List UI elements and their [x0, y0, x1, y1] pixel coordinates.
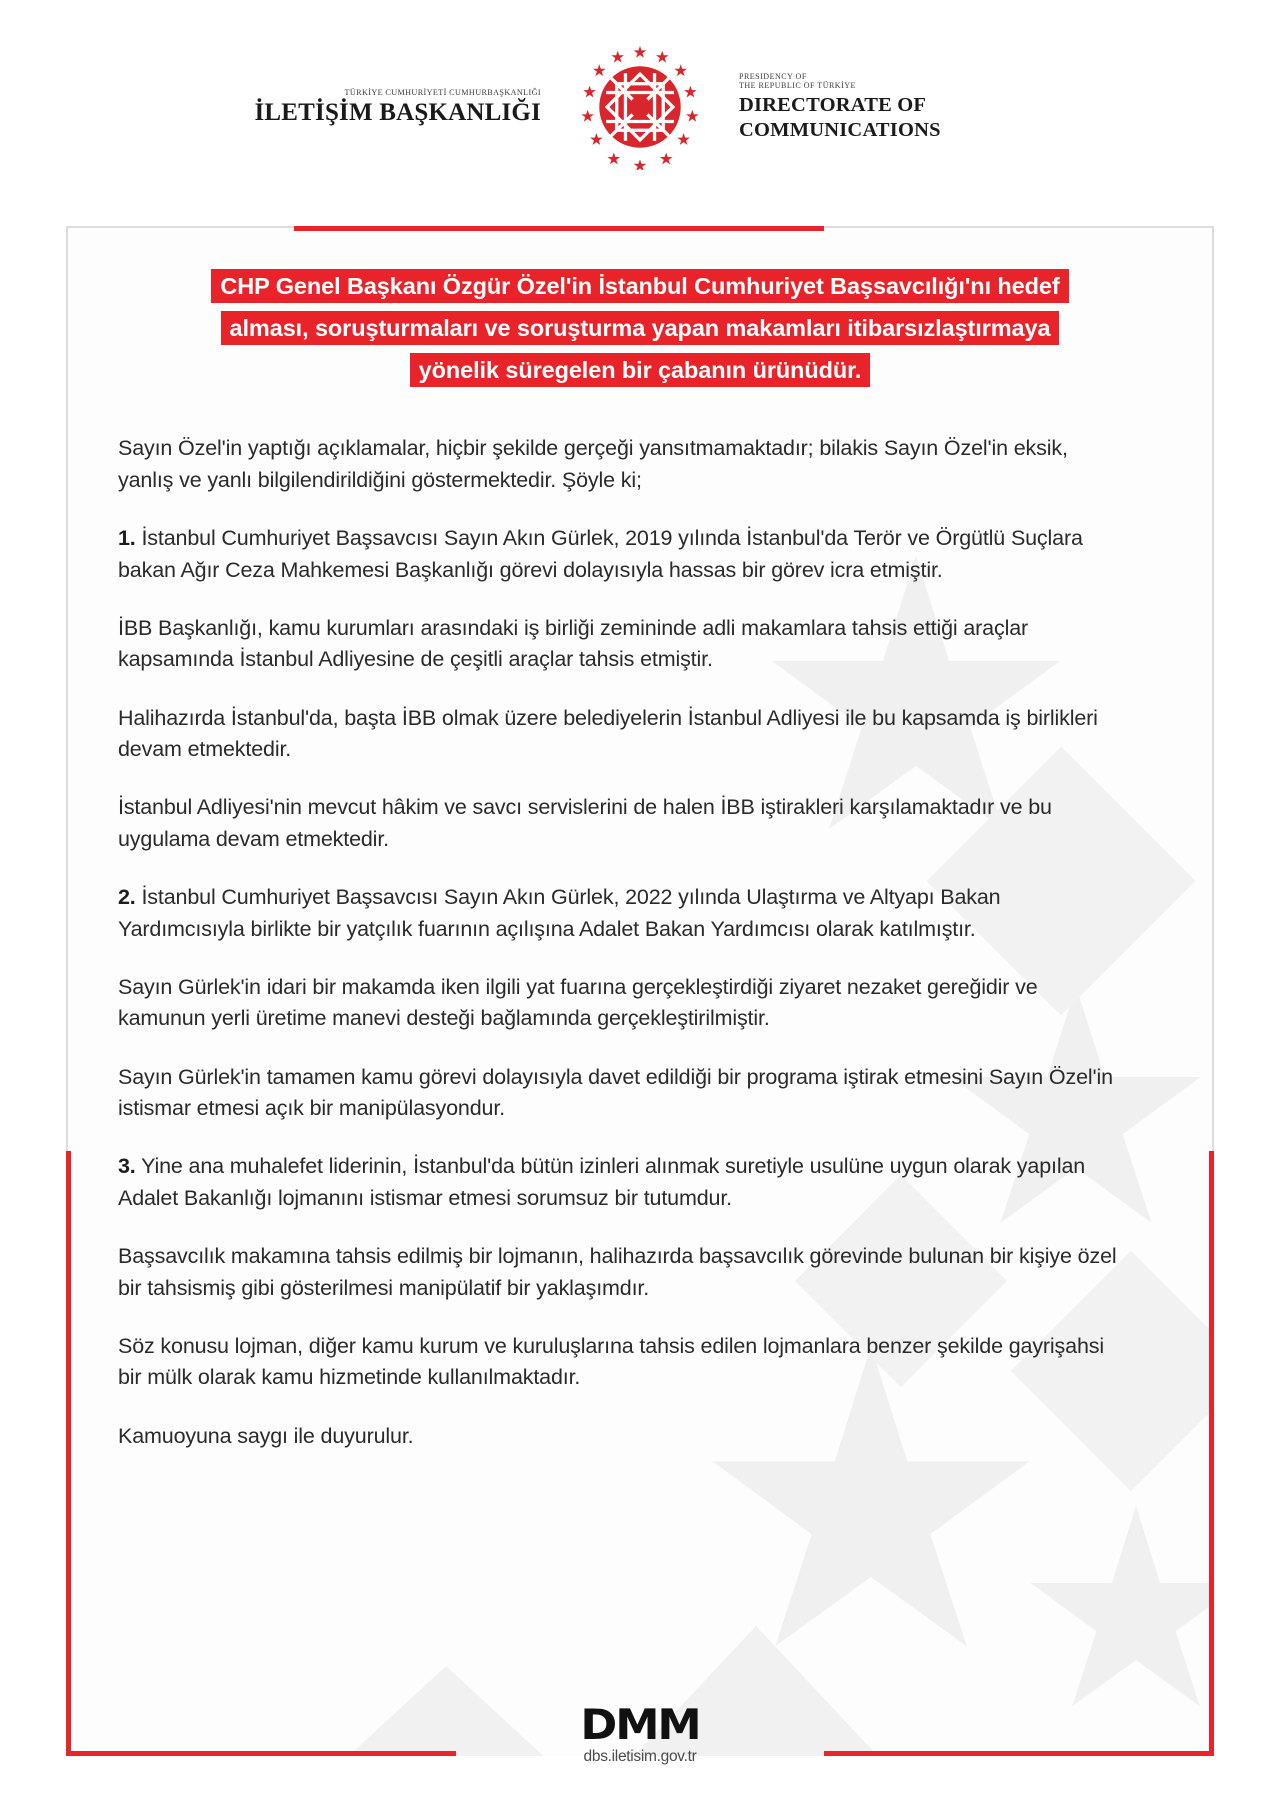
card-bottom-accent-rule-right — [824, 1751, 1214, 1756]
turkiye-presidency-emblem-icon — [577, 44, 703, 170]
masthead-en-subtitle-2: THE REPUBLIC OF TÜRKİYE — [739, 81, 856, 91]
masthead-english-lockup — [739, 72, 1039, 142]
card-right-rule — [1212, 226, 1214, 1151]
masthead-turkish-lockup — [241, 87, 541, 127]
dmm-logo: DMM — [580, 1700, 700, 1749]
card-right-accent-rule — [1209, 1151, 1214, 1756]
dmm-url[interactable]: dbs.iletisim.gov.tr — [583, 1748, 697, 1765]
paragraph-manipulation: Sayın Gürlek'in tamamen kamu görevi dolayısıyla davet edildiği bir programa iştirak etmesini Sayın Özel'in istismar etmesi açık bir manipülasyondur. — [118, 1064, 1113, 1121]
item-2-number: 2. — [118, 885, 136, 910]
paragraph-ongoing-cooperation: Halihazırda İstanbul'da, başta İBB olmak üzere belediyelerin İstanbul Adliyesi ile bu kapsamda iş birlikleri devam etmektedir. — [118, 705, 1098, 762]
masthead-en-title-1: DIRECTORATE OF — [739, 94, 927, 117]
paragraph-item-1 — [118, 523, 1118, 586]
paragraph-lodging-allocation: Başsavcılık makamına tahsis edilmiş bir lojmanın, halihazırda başsavcılık görevinde bulunan bir kişiye özel bir tahsismiş gibi gösterilmesi manipülatif bir yaklaşımdır. — [118, 1244, 1117, 1300]
masthead — [0, 0, 1280, 205]
card-bottom-accent-rule-left — [66, 1751, 456, 1756]
headline-line-2: alması, soruşturmaları ve soruşturma yapan makamları itibarsızlaştırmaya — [221, 311, 1060, 345]
masthead-tr-subtitle: TÜRKİYE CUMHURİYETİ CUMHURBAŞKANLIĞI — [344, 86, 541, 97]
paragraph-ibb-vehicles: İBB Başkanlığı, kamu kurumları arasındaki iş birliği zemininde adli makamlara tahsis ettiği araçlar kapsamında İstanbul Adliyesine de çeşitli araçlar tahsis etmiştir. — [118, 615, 1029, 672]
paragraph-judge-services: İstanbul Adliyesi'nin mevcut hâkim ve savcı servislerini de halen İBB iştirakleri karşılamaktadır ve bu uygulama devam etmektedir. — [118, 795, 1052, 851]
masthead-en-subtitle-1: PRESIDENCY OF — [739, 71, 807, 81]
item-2-text: İstanbul Cumhuriyet Başsavcısı Sayın Akın Gürlek, 2022 yılında Ulaştırma ve Altyapı Bakan Yardımcısıyla birlikte bir yatçılık fuarının açılışına Adalet Bakan Yardımcısı olarak katılmıştır. — [118, 885, 1001, 941]
headline-line-3: yönelik süregelen bir çabanın ürünüdür. — [410, 353, 871, 387]
paragraph-lodging-public-use: Söz konusu lojman, diğer kamu kurum ve kuruluşlarına tahsis edilen lojmanlara benzer şekilde gayrişahsi bir mülk olarak kamu hizmetinde kullanılmaktadır. — [118, 1333, 1104, 1390]
card-top-accent-rule — [294, 226, 824, 231]
dmm-lockup — [580, 1700, 700, 1766]
card-top-rule-right — [824, 226, 1214, 228]
headline-line-1: CHP Genel Başkanı Özgür Özel'in İstanbul Cumhuriyet Başsavcılığı'nı hedef — [211, 269, 1068, 303]
paragraph-closing: Kamuoyuna saygı ile duyurulur. — [118, 1423, 414, 1448]
headline-banner — [118, 266, 1162, 391]
paragraph-intro: Sayın Özel'in yaptığı açıklamalar, hiçbir şekilde gerçeği yansıtmamaktadır; bilakis Sayın Özel'in eksik, yanlış ve yanlı bilgilendirildiğini göstermektedir. Şöyle ki; — [118, 436, 1068, 492]
masthead-tr-title: İLETİŞİM BAŞKANLIĞI — [254, 98, 541, 126]
paragraph-item-2 — [118, 882, 1118, 945]
item-1-text: İstanbul Cumhuriyet Başsavcısı Sayın Akın Gürlek, 2019 yılında İstanbul'da Terör ve Örgütlü Suçlara bakan Ağır Ceza Mahkemesi Başkanlığı görevi dolayısıyla hassas bir görev icra etmiştir. — [118, 526, 1083, 582]
item-3-text: Yine ana muhalefet liderinin, İstanbul'da bütün izinleri alınmak suretiyle usulüne uygun olarak yapılan Adalet Bakanlığı lojmanını istismar etmesi sorumsuz bir tutumdur. — [118, 1154, 1086, 1210]
paragraph-yacht-fair-visit: Sayın Gürlek'in idari bir makamda iken ilgili yat fuarına gerçekleştirdiği ziyaret nezaket gereğidir ve kamunun yerli üretime manevi desteği bağlamında gerçekleştirilmiştir. — [118, 974, 1038, 1031]
item-3-number: 3. — [118, 1154, 136, 1179]
statement-content — [66, 226, 1214, 1452]
item-1-number: 1. — [118, 526, 136, 551]
card-left-accent-rule — [66, 1151, 71, 1756]
card-top-rule-left — [66, 226, 294, 228]
statement-card — [66, 226, 1214, 1756]
masthead-en-title-2: COMMUNICATIONS — [739, 119, 941, 142]
card-left-rule — [66, 226, 68, 1151]
paragraph-item-3 — [118, 1151, 1118, 1214]
